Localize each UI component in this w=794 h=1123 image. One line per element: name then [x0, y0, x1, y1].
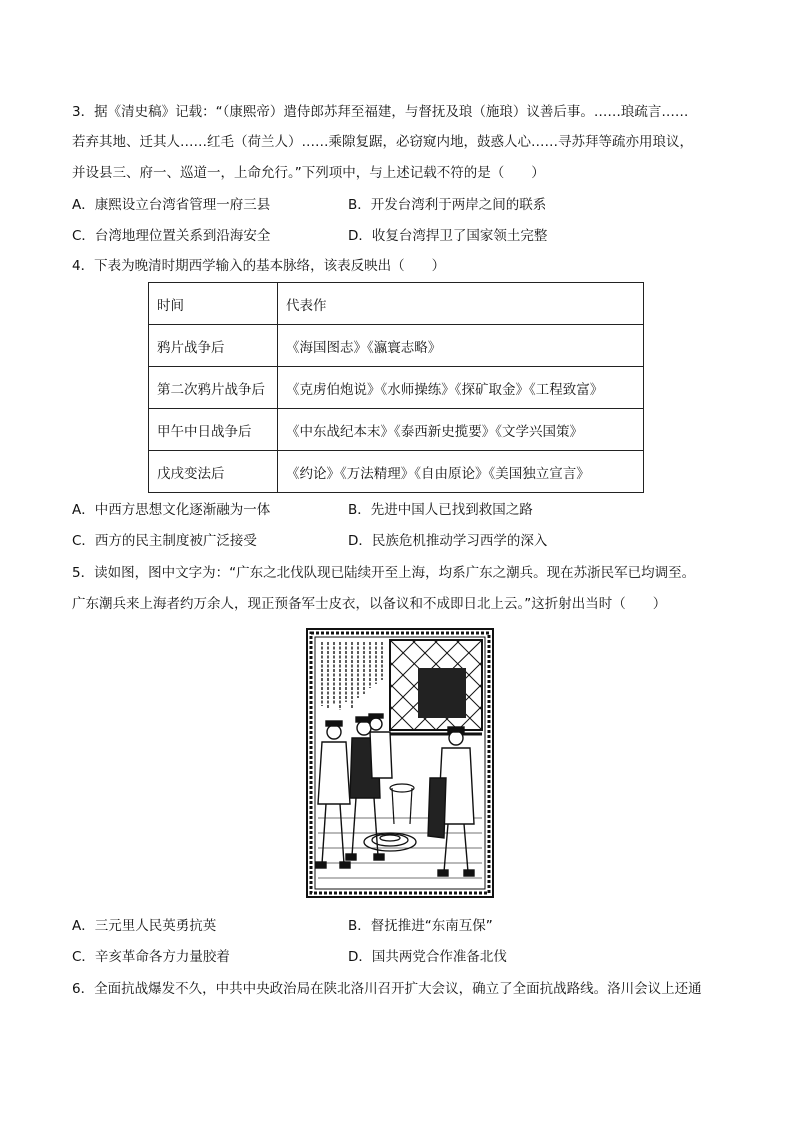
q5-option-b: B．督抚推进“东南互保”	[348, 918, 493, 934]
table-cell-works: 《海国图志》《瀛寰志略》	[278, 325, 644, 367]
q3-stem-line-2: 若弃其地、迁其人……红毛（荷兰人）……乘隙复踞，必窃窥内地，鼓惑人心……寻苏拜等疏亦用琅议，	[72, 134, 693, 150]
q4-option-d: D．民族危机推动学习西学的深入	[348, 533, 548, 549]
table-row	[149, 451, 644, 493]
q3-stem-line-3: 并设县三、府一、巡道一，上命允行。”下列项中，与上述记载不符的是（ ）	[72, 165, 545, 181]
q4-option-a: A．中西方思想文化逐渐融为一体	[72, 502, 271, 518]
table-header-row	[149, 283, 644, 325]
q5-option-c: C．辛亥革命各方力量胶着	[72, 949, 230, 965]
table-cell-period: 鸦片战争后	[149, 325, 278, 367]
q3-stem-line-1: 3．据《清史稿》记载：“（康熙帝）遣侍郎苏拜至福建，与督抚及琅（施琅）议善后事。……琅疏言……	[72, 104, 689, 120]
q4-option-c: C．西方的民主制度被广泛接受	[72, 533, 257, 549]
q5-option-a: A．三元里人民英勇抗英	[72, 918, 217, 934]
q3-option-d: D．收复台湾捍卫了国家领土完整	[348, 228, 548, 244]
table-row	[149, 367, 644, 409]
q4-option-b: B．先进中国人已找到救国之路	[348, 502, 533, 518]
q4-stem: 4．下表为晚清时期西学输入的基本脉络，该表反映出（ ）	[72, 258, 446, 274]
q4-table	[148, 282, 644, 493]
table-row	[149, 409, 644, 451]
q3-option-a: A．康熙设立台湾省管理一府三县	[72, 197, 271, 213]
q3-option-c: C．台湾地理位置关系到沿海安全	[72, 228, 271, 244]
table-cell-works: 《约论》《万法精理》《自由原论》《美国独立宣言》	[278, 451, 644, 493]
table-row	[149, 325, 644, 367]
table-cell-period: 戊戌变法后	[149, 451, 278, 493]
q5-stem-line-1: 5．读如图，图中文字为：“广东之北伐队现已陆续开至上海，均系广东之潮兵。现在苏浙民军已均调至。	[72, 565, 696, 581]
table-header-time: 时间	[149, 283, 278, 325]
table-cell-period: 第二次鸦片战争后	[149, 367, 278, 409]
q5-option-d: D．国共两党合作准备北伐	[348, 949, 507, 965]
q3-option-b: B．开发台湾利于两岸之间的联系	[348, 197, 547, 213]
table-cell-works: 《克虏伯炮说》《水师操练》《探矿取金》《工程致富》	[278, 367, 644, 409]
q6-stem-line-1: 6．全面抗战爆发不久，中共中央政治局在陕北洛川召开扩大会议，确立了全面抗战路线。洛川会议上还通	[72, 981, 702, 997]
table-header-works: 代表作	[278, 283, 644, 325]
historical-illustration	[306, 628, 494, 898]
table-cell-period: 甲午中日战争后	[149, 409, 278, 451]
q5-stem-line-2: 广东潮兵来上海者约万余人，现正预备军士皮衣，以备议和不成即日北上云。”这折射出当时（ ）	[72, 596, 667, 612]
table-cell-works: 《中东战纪本末》《泰西新史揽要》《文学兴国策》	[278, 409, 644, 451]
